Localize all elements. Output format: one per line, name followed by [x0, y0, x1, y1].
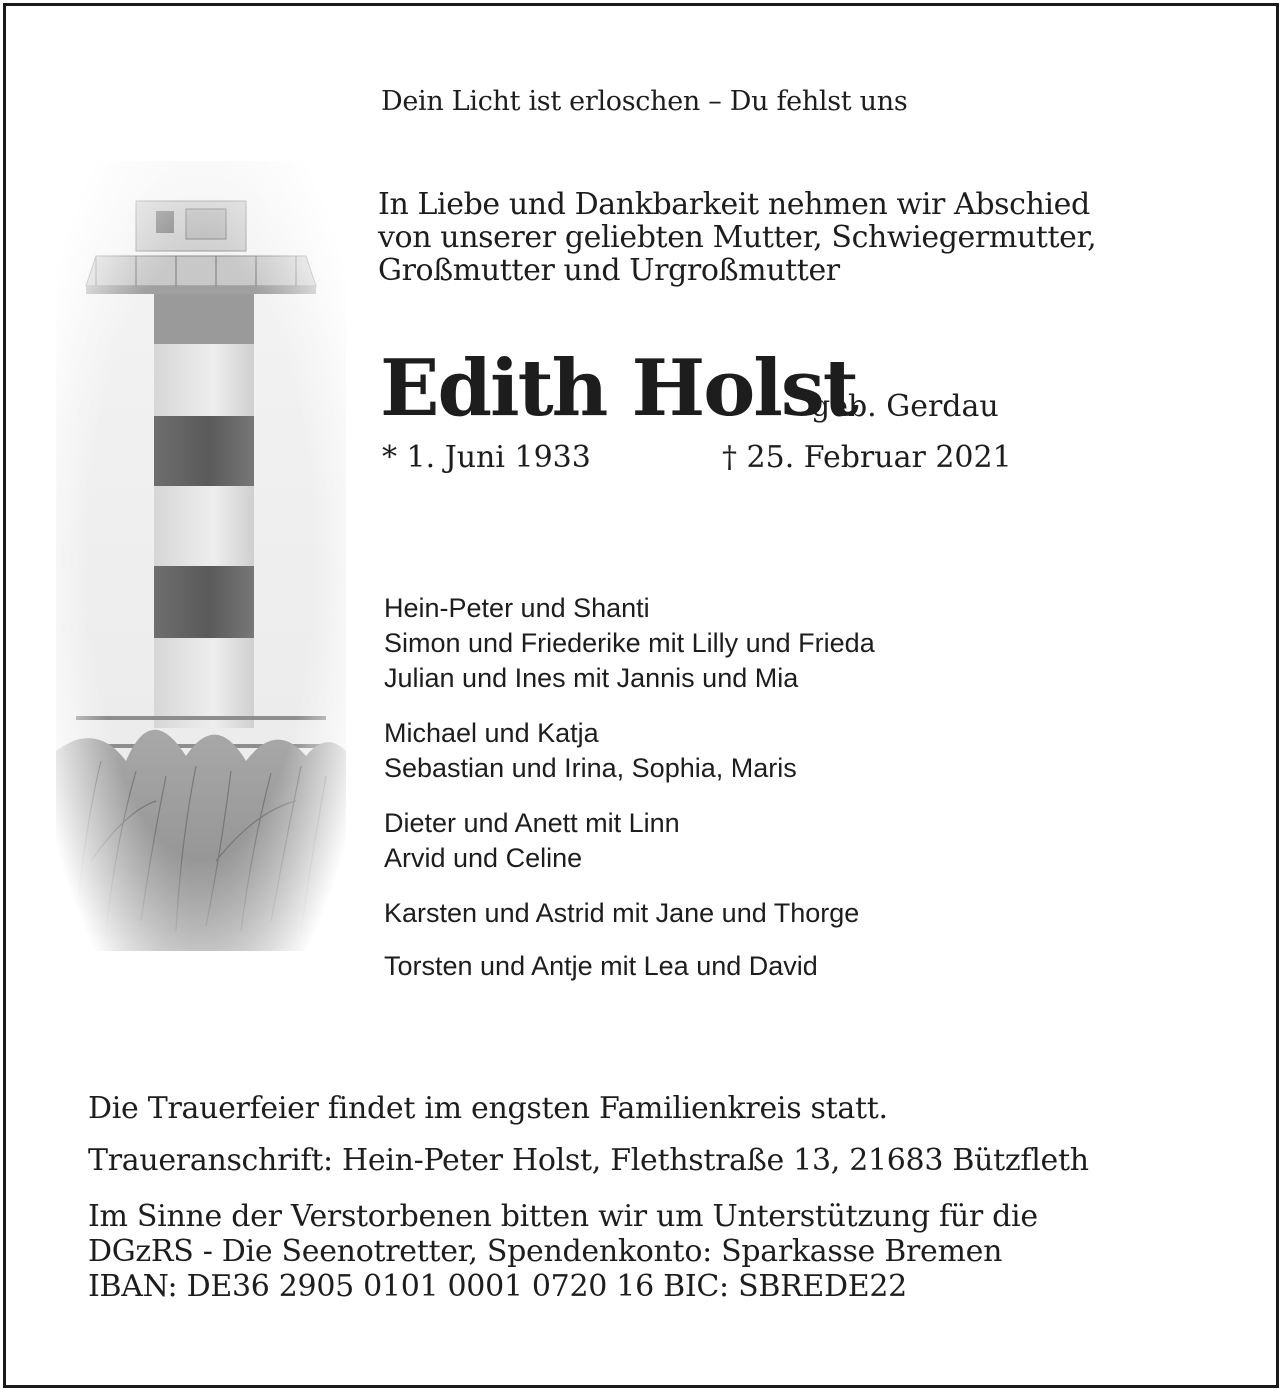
motto: Dein Licht ist erloschen – Du fehlst uns [381, 86, 908, 117]
deceased-name: Edith Holst [380, 343, 857, 434]
mourner-line: Simon und Friederike mit Lilly und Frieda [384, 628, 875, 658]
mourner-line: Julian und Ines mit Jannis und Mia [384, 663, 799, 693]
mourner-line: Hein-Peter und Shanti [384, 593, 650, 623]
intro-text [378, 188, 1096, 287]
donation-line: Im Sinne der Verstorbenen bitten wir um Unterstützung für die [88, 1199, 1038, 1234]
family-group [384, 806, 875, 876]
mourner-line: Dieter und Anett mit Linn [384, 808, 680, 838]
intro-line: Großmutter und Urgroßmutter [378, 253, 840, 288]
mourners-list [384, 591, 875, 1004]
family-group [384, 949, 875, 984]
mourner-line: Arvid und Celine [384, 843, 583, 873]
mourner-line: Sebastian und Irina, Sophia, Maris [384, 753, 797, 783]
ceremony-note: Die Trauerfeier findet im engsten Familienkreis statt. [88, 1091, 888, 1126]
donation-line: DGzRS - Die Seenotretter, Spendenkonto: Sparkasse Bremen [88, 1234, 1003, 1269]
birth-date: * 1. Juni 1933 [382, 440, 591, 475]
death-date: † 25. Februar 2021 [722, 440, 1012, 475]
donation-note [88, 1199, 1038, 1304]
intro-line: von unserer geliebten Mutter, Schwiegermutter, [378, 220, 1097, 255]
family-group [384, 591, 875, 696]
donation-line: IBAN: DE36 2905 0101 0001 0720 16 BIC: SBREDE22 [88, 1269, 907, 1304]
mourner-line: Karsten und Astrid mit Jane und Thorge [384, 898, 860, 928]
mourning-address: Traueranschrift: Hein-Peter Holst, Flethstraße 13, 21683 Bützfleth [88, 1143, 1089, 1178]
obituary-notice [3, 3, 1279, 1388]
birth-name: geb. Gerdau [811, 389, 999, 424]
mourner-line: Michael und Katja [384, 718, 599, 748]
mourner-line: Torsten und Antje mit Lea und David [384, 951, 818, 981]
family-group [384, 716, 875, 786]
family-group [384, 896, 875, 931]
lighthouse-photo [56, 161, 346, 951]
intro-line: In Liebe und Dankbarkeit nehmen wir Abschied [378, 187, 1090, 222]
